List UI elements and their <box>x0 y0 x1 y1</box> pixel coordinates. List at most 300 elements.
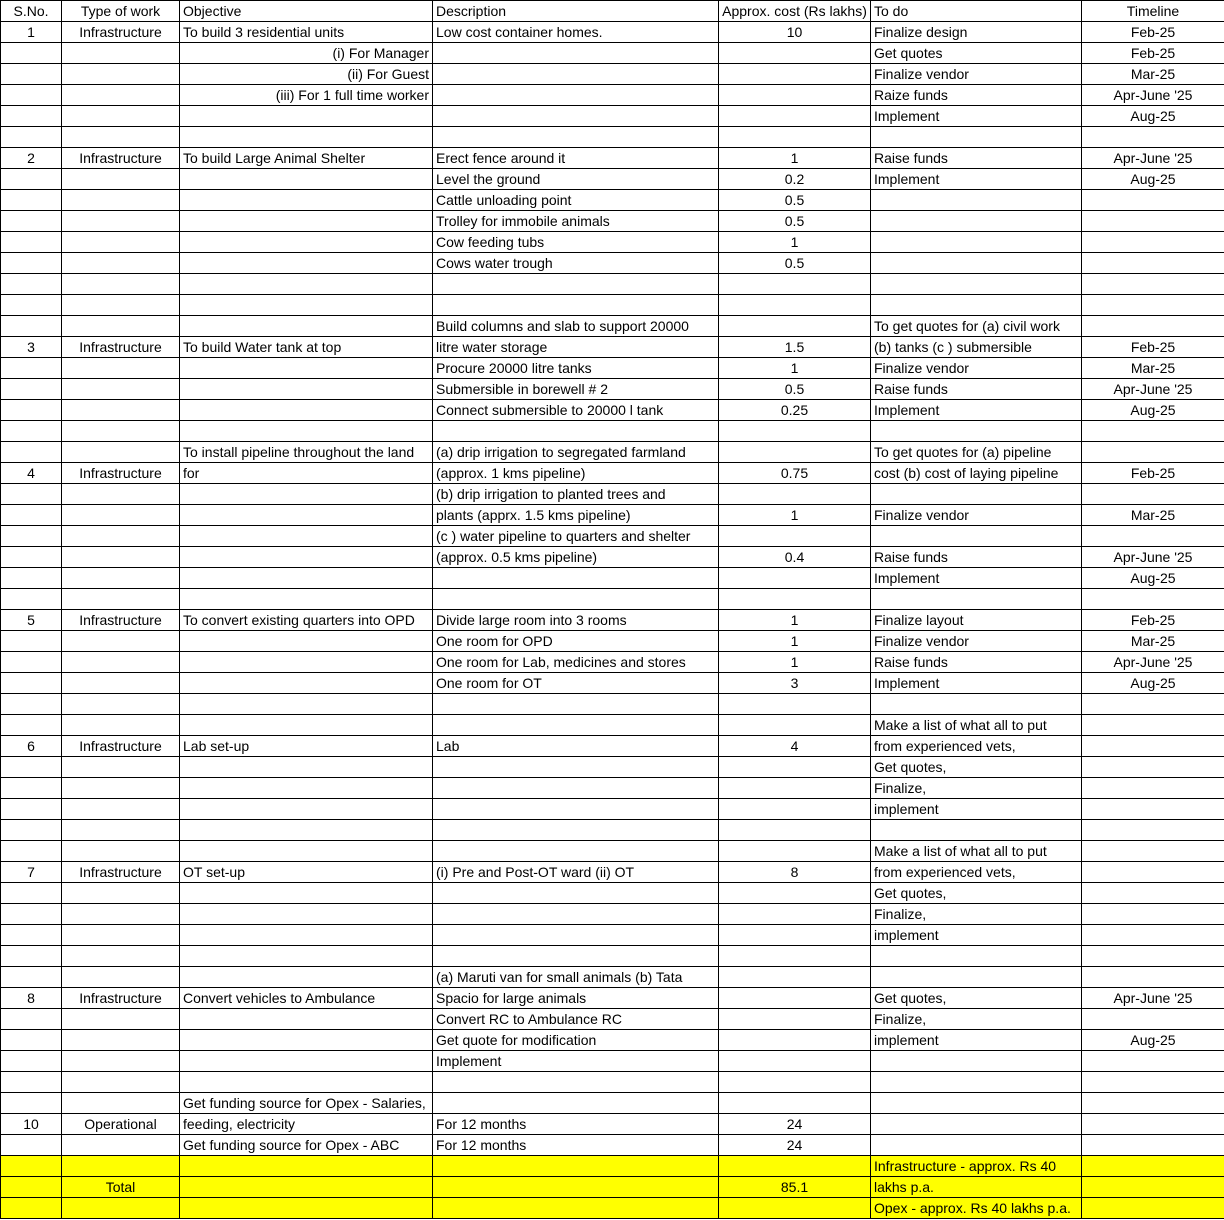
table-cell: To build Large Animal Shelter <box>180 148 433 169</box>
table-cell: Implement <box>871 169 1082 190</box>
total-row <box>1 1198 1224 1219</box>
table-row <box>1 946 1224 967</box>
table-cell <box>180 169 433 190</box>
table-cell <box>433 820 719 841</box>
table-cell <box>180 1030 433 1051</box>
table-cell: (a) drip irrigation to segregated farmland <box>433 442 719 463</box>
table-cell: One room for Lab, medicines and stores <box>433 652 719 673</box>
table-cell <box>433 694 719 715</box>
table-row <box>1 358 1224 379</box>
table-cell <box>871 232 1082 253</box>
table-row <box>1 1051 1224 1072</box>
table-cell: Mar-25 <box>1082 64 1224 85</box>
table-cell <box>180 316 433 337</box>
table-cell <box>871 253 1082 274</box>
table-cell <box>1082 1072 1224 1093</box>
table-cell <box>719 484 871 505</box>
table-cell <box>719 841 871 862</box>
table-cell <box>1 631 62 652</box>
table-cell <box>1 484 62 505</box>
table-cell <box>180 568 433 589</box>
table-cell <box>433 799 719 820</box>
table-cell <box>62 568 180 589</box>
table-cell: Convert RC to Ambulance RC <box>433 1009 719 1030</box>
table-cell <box>719 526 871 547</box>
table-cell <box>1082 967 1224 988</box>
table-cell <box>62 589 180 610</box>
table-cell <box>1 64 62 85</box>
table-cell <box>62 778 180 799</box>
table-cell <box>62 316 180 337</box>
table-row <box>1 295 1224 316</box>
table-cell <box>719 316 871 337</box>
table-row <box>1 148 1224 169</box>
table-cell <box>1 85 62 106</box>
table-cell <box>433 274 719 295</box>
table-cell <box>180 211 433 232</box>
table-cell <box>1082 1156 1224 1177</box>
table-cell <box>719 106 871 127</box>
table-row <box>1 169 1224 190</box>
total-row <box>1 1177 1224 1198</box>
table-cell <box>180 589 433 610</box>
table-cell: 4 <box>1 463 62 484</box>
table-cell: For 12 months <box>433 1114 719 1135</box>
table-cell <box>871 589 1082 610</box>
table-cell <box>871 421 1082 442</box>
table-cell <box>433 1177 719 1198</box>
table-cell: Mar-25 <box>1082 505 1224 526</box>
table-cell <box>1 1009 62 1030</box>
table-cell: Apr-June '25 <box>1082 85 1224 106</box>
table-cell <box>62 295 180 316</box>
table-cell <box>62 715 180 736</box>
table-cell: To build 3 residential units <box>180 22 433 43</box>
table-cell: Get quote for modification <box>433 1030 719 1051</box>
table-cell: Total <box>62 1177 180 1198</box>
table-row <box>1 442 1224 463</box>
table-cell <box>719 1072 871 1093</box>
table-cell <box>1082 1093 1224 1114</box>
table-cell: 5 <box>1 610 62 631</box>
table-cell: (i) For Manager <box>180 43 433 64</box>
table-cell <box>180 820 433 841</box>
table-cell <box>1 904 62 925</box>
table-cell <box>62 967 180 988</box>
table-cell: from experienced vets, <box>871 736 1082 757</box>
table-cell <box>719 421 871 442</box>
table-cell <box>433 715 719 736</box>
table-cell <box>719 694 871 715</box>
table-cell: 1 <box>719 505 871 526</box>
table-cell <box>62 946 180 967</box>
table-cell: Get funding source for Opex - Salaries, <box>180 1093 433 1114</box>
table-cell: Cow feeding tubs <box>433 232 719 253</box>
table-cell <box>433 1093 719 1114</box>
table-cell <box>180 925 433 946</box>
table-row <box>1 589 1224 610</box>
table-cell <box>719 274 871 295</box>
table-cell: Finalize vendor <box>871 358 1082 379</box>
table-cell <box>433 883 719 904</box>
table-cell <box>1082 1114 1224 1135</box>
table-cell <box>871 127 1082 148</box>
table-row <box>1 190 1224 211</box>
table-cell: Mar-25 <box>1082 631 1224 652</box>
table-cell <box>1082 1135 1224 1156</box>
table-cell <box>1 253 62 274</box>
table-cell <box>62 85 180 106</box>
table-row <box>1 631 1224 652</box>
table-cell <box>719 1198 871 1219</box>
table-cell: implement <box>871 1030 1082 1051</box>
table-cell: plants (apprx. 1.5 kms pipeline) <box>433 505 719 526</box>
table-cell: Finalize design <box>871 22 1082 43</box>
table-cell <box>1 1156 62 1177</box>
table-cell <box>180 694 433 715</box>
table-cell <box>1 715 62 736</box>
table-cell <box>433 127 719 148</box>
table-cell <box>180 715 433 736</box>
table-cell: Infrastructure <box>62 988 180 1009</box>
table-cell <box>871 484 1082 505</box>
table-cell: Feb-25 <box>1082 22 1224 43</box>
table-cell <box>62 673 180 694</box>
table-cell <box>719 715 871 736</box>
table-row <box>1 925 1224 946</box>
table-cell: Raize funds <box>871 85 1082 106</box>
table-cell <box>719 43 871 64</box>
table-row <box>1 421 1224 442</box>
table-cell <box>1 652 62 673</box>
table-cell <box>62 127 180 148</box>
table-cell <box>62 211 180 232</box>
table-cell <box>1082 1177 1224 1198</box>
table-cell <box>180 379 433 400</box>
table-cell <box>719 757 871 778</box>
table-row <box>1 211 1224 232</box>
table-cell <box>180 400 433 421</box>
table-cell: 0.4 <box>719 547 871 568</box>
table-cell <box>62 484 180 505</box>
table-cell: Finalize layout <box>871 610 1082 631</box>
table-cell: 0.5 <box>719 211 871 232</box>
table-cell: 0.75 <box>719 463 871 484</box>
table-cell <box>180 1009 433 1030</box>
table-cell: Apr-June '25 <box>1082 148 1224 169</box>
table-cell <box>180 190 433 211</box>
table-cell <box>433 295 719 316</box>
table-cell <box>433 106 719 127</box>
table-row <box>1 1114 1224 1135</box>
table-row <box>1 568 1224 589</box>
table-cell: To get quotes for (a) pipeline <box>871 442 1082 463</box>
table-cell: For 12 months <box>433 1135 719 1156</box>
table-cell: 0.25 <box>719 400 871 421</box>
table-cell <box>1 1135 62 1156</box>
table-row <box>1 400 1224 421</box>
table-cell: Low cost container homes. <box>433 22 719 43</box>
table-cell <box>180 274 433 295</box>
table-cell <box>1 967 62 988</box>
table-cell <box>1 694 62 715</box>
table-row <box>1 652 1224 673</box>
table-cell <box>719 295 871 316</box>
table-cell: Finalize vendor <box>871 505 1082 526</box>
table-cell <box>871 967 1082 988</box>
table-cell: Get quotes, <box>871 988 1082 1009</box>
table-cell <box>1 43 62 64</box>
table-cell <box>871 1135 1082 1156</box>
table-cell <box>1 673 62 694</box>
table-cell: Apr-June '25 <box>1082 988 1224 1009</box>
table-cell <box>1 379 62 400</box>
table-cell: (b) drip irrigation to planted trees and <box>433 484 719 505</box>
table-cell <box>1 799 62 820</box>
table-cell: Divide large room into 3 rooms <box>433 610 719 631</box>
table-cell <box>871 295 1082 316</box>
table-cell <box>180 841 433 862</box>
table-cell <box>719 85 871 106</box>
table-cell <box>433 568 719 589</box>
table-cell <box>62 253 180 274</box>
table-cell <box>180 673 433 694</box>
table-cell: Infrastructure <box>62 610 180 631</box>
table-cell <box>180 106 433 127</box>
table-cell: Feb-25 <box>1082 463 1224 484</box>
table-cell <box>719 904 871 925</box>
table-cell <box>1082 211 1224 232</box>
table-cell <box>1 1093 62 1114</box>
table-cell: from experienced vets, <box>871 862 1082 883</box>
table-cell: Get funding source for Opex - ABC <box>180 1135 433 1156</box>
table-cell <box>180 631 433 652</box>
table-cell <box>871 1072 1082 1093</box>
column-header: Approx. cost (Rs lakhs) <box>719 1 871 22</box>
table-cell: lakhs p.a. <box>871 1177 1082 1198</box>
table-cell: 1 <box>719 610 871 631</box>
table-cell <box>180 1177 433 1198</box>
table-header <box>1 1 1224 22</box>
table-cell: (approx. 1 kms pipeline) <box>433 463 719 484</box>
table-cell <box>1 190 62 211</box>
table-cell <box>180 547 433 568</box>
table-cell: Finalize vendor <box>871 631 1082 652</box>
table-cell: (approx. 0.5 kms pipeline) <box>433 547 719 568</box>
table-cell <box>1082 589 1224 610</box>
table-row <box>1 1135 1224 1156</box>
table-cell <box>62 1009 180 1030</box>
table-cell: (a) Maruti van for small animals (b) Tata <box>433 967 719 988</box>
table-cell: Build columns and slab to support 20000 <box>433 316 719 337</box>
table-cell <box>62 1072 180 1093</box>
table-cell <box>1 589 62 610</box>
table-cell <box>433 841 719 862</box>
table-cell: 6 <box>1 736 62 757</box>
table-cell: Cattle unloading point <box>433 190 719 211</box>
table-row <box>1 799 1224 820</box>
column-header: S.No. <box>1 1 62 22</box>
table-cell: implement <box>871 925 1082 946</box>
table-row <box>1 526 1224 547</box>
table-cell <box>62 547 180 568</box>
table-cell <box>1082 1198 1224 1219</box>
table-cell <box>180 799 433 820</box>
table-cell <box>433 757 719 778</box>
table-cell <box>180 778 433 799</box>
table-cell <box>719 64 871 85</box>
table-cell: Raise funds <box>871 148 1082 169</box>
table-cell <box>433 904 719 925</box>
table-cell <box>719 967 871 988</box>
table-cell: Make a list of what all to put <box>871 715 1082 736</box>
table-cell: 2 <box>1 148 62 169</box>
table-cell <box>62 820 180 841</box>
table-cell: Cows water trough <box>433 253 719 274</box>
table-cell: (b) tanks (c ) submersible <box>871 337 1082 358</box>
table-cell: Aug-25 <box>1082 673 1224 694</box>
table-cell <box>1082 841 1224 862</box>
table-cell <box>719 799 871 820</box>
table-cell <box>871 694 1082 715</box>
table-cell <box>180 652 433 673</box>
table-row <box>1 274 1224 295</box>
table-cell: 10 <box>719 22 871 43</box>
table-cell <box>1082 694 1224 715</box>
table-row <box>1 64 1224 85</box>
table-cell <box>433 421 719 442</box>
table-cell <box>1 547 62 568</box>
table-cell <box>1 358 62 379</box>
table-cell <box>180 1198 433 1219</box>
table-cell <box>62 841 180 862</box>
table-cell: Infrastructure <box>62 463 180 484</box>
table-cell: Apr-June '25 <box>1082 652 1224 673</box>
table-cell: Spacio for large animals <box>433 988 719 1009</box>
table-cell <box>1 1072 62 1093</box>
table-cell: Convert vehicles to Ambulance <box>180 988 433 1009</box>
table-cell: 0.5 <box>719 379 871 400</box>
table-cell <box>719 1156 871 1177</box>
table-row <box>1 43 1224 64</box>
table-cell <box>1 106 62 127</box>
table-row <box>1 988 1224 1009</box>
table-row <box>1 106 1224 127</box>
table-cell <box>871 946 1082 967</box>
table-cell <box>62 358 180 379</box>
table-cell <box>1 778 62 799</box>
table-cell <box>433 946 719 967</box>
table-cell <box>62 883 180 904</box>
table-cell: To install pipeline throughout the land <box>180 442 433 463</box>
table-cell <box>1082 946 1224 967</box>
table-row <box>1 694 1224 715</box>
table-cell <box>719 1051 871 1072</box>
table-cell <box>1 1051 62 1072</box>
table-cell <box>1082 1051 1224 1072</box>
table-cell: Make a list of what all to put <box>871 841 1082 862</box>
table-cell: Raise funds <box>871 652 1082 673</box>
table-row <box>1 127 1224 148</box>
table-row <box>1 22 1224 43</box>
table-cell: Raise funds <box>871 547 1082 568</box>
table-row <box>1 883 1224 904</box>
table-cell <box>871 274 1082 295</box>
column-header: Type of work <box>62 1 180 22</box>
table-cell <box>180 484 433 505</box>
table-cell <box>719 820 871 841</box>
table-cell: Infrastructure <box>62 22 180 43</box>
table-cell <box>1 169 62 190</box>
table-cell: To convert existing quarters into OPD <box>180 610 433 631</box>
table-cell <box>180 505 433 526</box>
table-row <box>1 757 1224 778</box>
table-cell <box>180 526 433 547</box>
table-cell <box>433 925 719 946</box>
table-cell <box>180 967 433 988</box>
table-cell <box>871 1051 1082 1072</box>
table-cell: (c ) water pipeline to quarters and shelter <box>433 526 719 547</box>
table-cell <box>62 799 180 820</box>
table-cell: litre water storage <box>433 337 719 358</box>
table-cell <box>1 400 62 421</box>
table-cell: Get quotes, <box>871 883 1082 904</box>
table-cell <box>1 127 62 148</box>
table-cell <box>180 421 433 442</box>
table-cell <box>1 883 62 904</box>
table-cell: 0.5 <box>719 253 871 274</box>
column-header: Objective <box>180 1 433 22</box>
table-cell <box>62 925 180 946</box>
table-cell: 1 <box>719 232 871 253</box>
table-cell <box>871 211 1082 232</box>
table-cell <box>871 1093 1082 1114</box>
table-cell <box>62 1051 180 1072</box>
column-header: To do <box>871 1 1082 22</box>
table-cell: (ii) For Guest <box>180 64 433 85</box>
table-cell <box>719 988 871 1009</box>
table-cell <box>1082 904 1224 925</box>
table-cell: Erect fence around it <box>433 148 719 169</box>
table-cell <box>1 1030 62 1051</box>
table-row <box>1 841 1224 862</box>
table-cell <box>62 43 180 64</box>
table-cell <box>62 1030 180 1051</box>
table-cell <box>62 757 180 778</box>
table-cell: Get quotes <box>871 43 1082 64</box>
table-cell <box>180 1156 433 1177</box>
table-cell <box>62 64 180 85</box>
table-row <box>1 820 1224 841</box>
table-cell <box>62 106 180 127</box>
table-cell <box>719 589 871 610</box>
table-cell <box>1082 820 1224 841</box>
table-cell: Implement <box>433 1051 719 1072</box>
table-cell: feeding, electricity <box>180 1114 433 1135</box>
table-cell <box>62 652 180 673</box>
table-cell <box>62 1135 180 1156</box>
table-cell <box>1082 799 1224 820</box>
table-cell: Feb-25 <box>1082 337 1224 358</box>
table-cell <box>1 568 62 589</box>
table-cell: Infrastructure <box>62 862 180 883</box>
table-cell <box>1082 253 1224 274</box>
table-cell <box>62 505 180 526</box>
table-cell: 1 <box>1 22 62 43</box>
table-cell: Feb-25 <box>1082 610 1224 631</box>
table-cell: Finalize, <box>871 904 1082 925</box>
table-cell <box>1082 736 1224 757</box>
